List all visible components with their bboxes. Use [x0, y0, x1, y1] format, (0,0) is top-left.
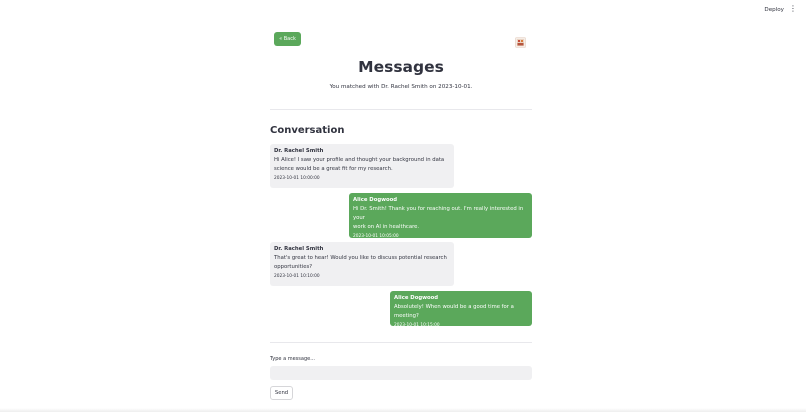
- message-bubble-received: [270, 144, 454, 188]
- message-sender: Alice Dogwood: [353, 197, 398, 203]
- send-button[interactable]: Send: [270, 386, 293, 400]
- message-timestamp: 2023-10-01 10:10:00: [274, 274, 320, 279]
- message-input-label: Type a message...: [270, 356, 315, 362]
- page-title: Messages: [358, 58, 444, 76]
- deploy-button[interactable]: Deploy: [764, 7, 784, 13]
- message-sender: Dr. Rachel Smith: [274, 246, 324, 252]
- main-menu-icon[interactable]: ⋮: [789, 4, 797, 13]
- message-text-line: work on AI in healthcare.: [353, 224, 420, 230]
- message-text-line: Hi Alice! I saw your profile and thought your background in data: [274, 157, 445, 163]
- message-timestamp: 2023-10-01 10:15:00: [394, 323, 440, 328]
- message-bubble-sent: [349, 193, 532, 238]
- message-bubble-sent: [390, 291, 532, 326]
- divider: [270, 109, 532, 110]
- message-timestamp: 2023-10-01 10:00:00: [274, 176, 320, 181]
- bottom-edge: [0, 408, 806, 412]
- message-input[interactable]: [270, 366, 532, 380]
- message-timestamp: 2023-10-01 10:05:00: [353, 234, 399, 239]
- back-button[interactable]: « Back: [274, 32, 301, 46]
- message-bubble-received: [270, 242, 454, 286]
- message-text-line: Absolutely! When would be a good time for a meeting?: [394, 304, 514, 319]
- profile-picture-icon[interactable]: [515, 33, 526, 44]
- message-sender: Alice Dogwood: [394, 295, 439, 301]
- message-text-line: opportunities?: [274, 264, 313, 270]
- match-info-text: You matched with Dr. Rachel Smith on 2023-10-01.: [329, 84, 473, 90]
- message-sender: Dr. Rachel Smith: [274, 148, 324, 154]
- message-text-line: science would be a great fit for my research.: [274, 166, 393, 172]
- conversation-heading: Conversation: [270, 125, 345, 136]
- message-text-line: That's great to hear! Would you like to discuss potential research: [274, 255, 447, 261]
- divider: [270, 342, 532, 343]
- top-toolbar: [0, 0, 806, 22]
- message-text-line: Hi Dr. Smith! Thank you for reaching out. I'm really interested in your: [353, 206, 524, 221]
